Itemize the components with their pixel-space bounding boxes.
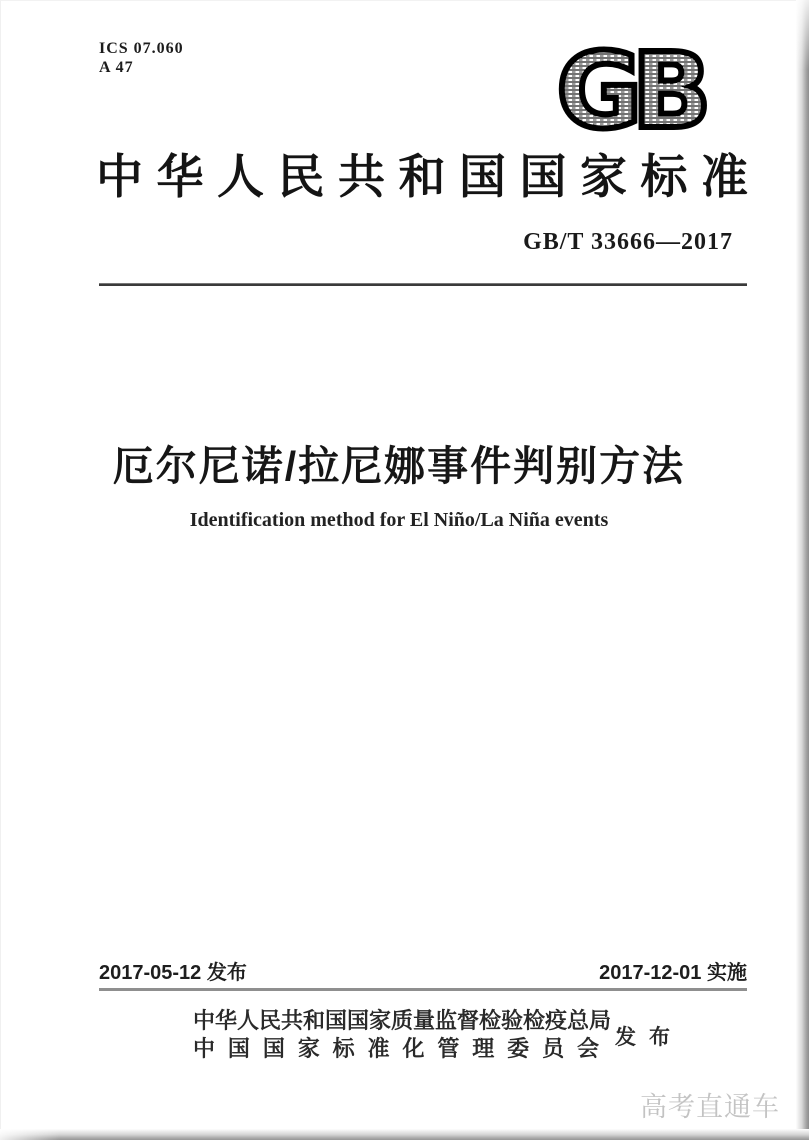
standard-code: GB/T 33666—2017 — [523, 229, 733, 255]
issuer-line-1: 中华人民共和国国家质量监督检验检疫总局 — [193, 1008, 612, 1033]
dates-row — [99, 956, 747, 985]
issue-date: 2017-05-12 发布 — [99, 962, 247, 984]
national-standard-heading: 中华人民共和国国家标准 — [96, 152, 748, 204]
document-title-chinese: 厄尔尼诺/拉尼娜事件判别方法 — [112, 443, 686, 489]
publish-label: 发布 — [615, 1025, 683, 1049]
header-divider-line — [99, 283, 747, 286]
page-bottom-shadow — [0, 1129, 809, 1140]
ics-class: A 47 — [99, 59, 134, 76]
page-right-shadow — [796, 0, 809, 1140]
footer-divider-line — [99, 988, 747, 991]
ics-classification — [99, 39, 184, 77]
issuing-authorities — [193, 1007, 612, 1063]
gb-logo-text: GB — [556, 37, 702, 141]
watermark-text: 高考直通车 — [640, 1092, 780, 1122]
implement-date: 2017-12-01 实施 — [599, 962, 747, 984]
ics-code: ICS 07.060 — [99, 40, 184, 57]
document-title-english: Identification method for El Niño/La Niña events — [189, 509, 609, 531]
issuer-line-2: 中国国家标准化管理委员会 — [193, 1036, 599, 1061]
gb-standard-logo — [537, 37, 717, 141]
